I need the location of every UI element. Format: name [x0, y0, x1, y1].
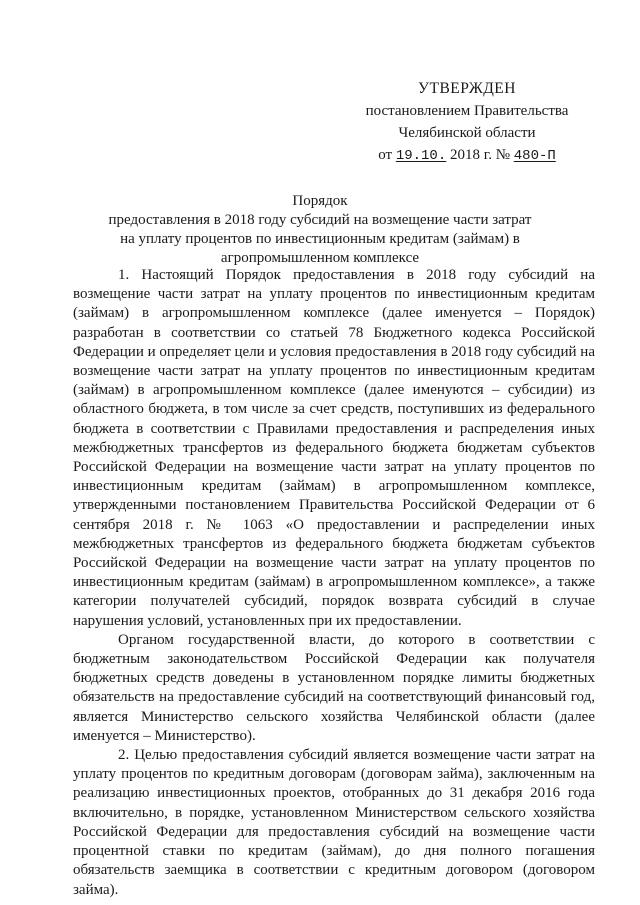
title-line-1: Порядок [292, 193, 348, 209]
approval-stamp [352, 78, 582, 167]
title-line-3: на уплату процентов по инвестиционным кредитам (займам) в [120, 231, 520, 247]
approval-from-label: от [378, 147, 393, 163]
approval-line-2: Челябинской области [398, 125, 536, 141]
approval-line-1: постановлением Правительства [365, 103, 569, 119]
approval-number-label: № [495, 147, 511, 163]
approval-number: 480-П [513, 148, 556, 164]
document-title [90, 192, 550, 268]
paragraph-1: 1. Настоящий Порядок предоставления в 2018 году субсидий на возмещение части затрат на уплату процентов по инвестиционным кредитам (займам) в агропромышленном комплексе (далее именуется – Порядок) разработан в соответствии со статьей 78 Бюджетного кодекса Российской Федерации и определяет цели и условия предоставления в 2018 году субсидий на возмещение части затрат на уплату процентов по инвестиционным кредитам (займам) в агропромышленном комплексе (далее именуются – субсидии) из областного бюджета, в том числе за счет средств, поступивших из федерального бюджета в соответствии с Правилами предоставления и распределения иных межбюджетных трансфертов из федерального бюджета бюджетам субъектов Российской Федерации на возмещение части затрат на уплату процентов по инвестиционным кредитам (займам) в агропромышленном комплексе, утвержденными постановлением Правительства Российской Федерации от 6 сентября 2018 г. № 1063 «О предоставлении и распределении иных межбюджетных трансфертов из федерального бюджета бюджетам субъектов Российской Федерации на возмещение части затрат на уплату процентов по инвестиционным кредитам (займам) в агропромышленном комплексе», а также категории получателей субсидий, порядок возврата субсидий в случае нарушения условий, установленных при их предоставлении. [73, 267, 595, 629]
paragraph-2: Органом государственной власти, до которого в соответствии с бюджетным законодательством Российской Федерации как получателя бюджетных средств доведены в установленном порядке лимиты бюджетных обязательств на предоставление субсидий на соответствующий финансовый год, является Министерство сельского хозяйства Челябинской области (далее именуется – Министерство). [73, 631, 595, 744]
approval-date-line [352, 144, 582, 167]
title-line-4: агропромышленном комплексе [220, 250, 420, 266]
approval-date: 19.10. [395, 148, 447, 164]
paragraph-3: 2. Целью предоставления субсидий является возмещение части затрат на уплату процентов по кредитным договорам (договорам займа), заключенным на реализацию инвестиционных проектов, отобранных до 31 декабря 2016 года включительно, в порядке, установленном Министерством сельского хозяйства Российской Федерации для предоставления субсидий на возмещение части процентной ставки по кредитам (займам), до дня полного погашения обязательств заемщика в соответствии с кредитным договором (договором займа). [73, 747, 595, 898]
title-line-2: предоставления в 2018 году субсидий на возмещение части затрат [108, 212, 532, 228]
approval-heading: УТВЕРЖДЕН [418, 80, 516, 97]
approval-year: 2018 г. [449, 147, 492, 163]
document-body [73, 266, 595, 900]
